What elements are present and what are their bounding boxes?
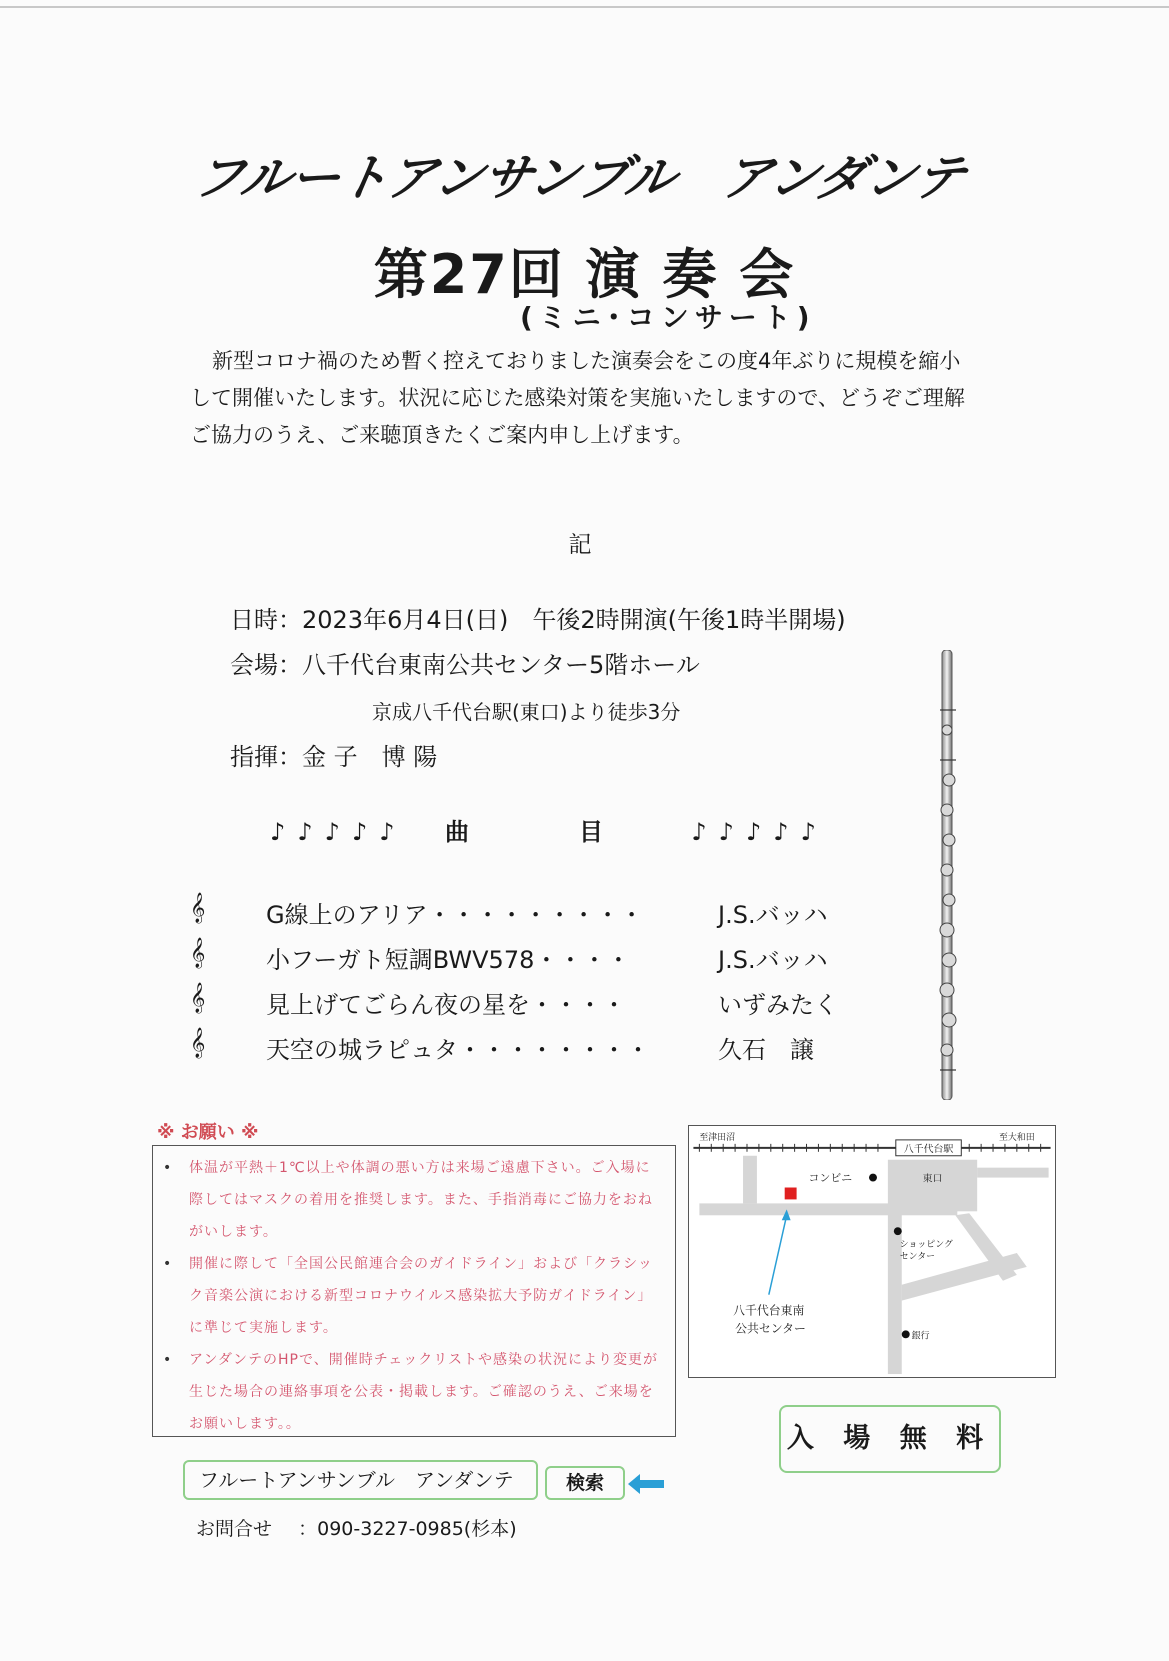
contact-label: お問合せ [196, 1518, 273, 1540]
program-heading-2: 目 [578, 818, 653, 846]
group-name-part-1: フルートアンサンブル [189, 149, 680, 207]
concert-subtitle: (ミニ･コンサート) [520, 301, 816, 334]
map-bank: 銀行 [911, 1331, 930, 1342]
contact-value: ：090-3227-0985(杉本) [298, 1518, 517, 1540]
concert-title: 第27回 演 奏 会 [373, 243, 796, 306]
program-piece [190, 938, 850, 974]
arrow-left-icon [628, 1472, 666, 1496]
treble-clef-icon: 𝄞 [190, 893, 206, 923]
request-item: • 開催に際して「全国公民館連合会のガイドライン」および「クラシック音楽公演における新型コロナウイルス感染拡大予防ガイドライン」に準じて実施します。 [189, 1248, 665, 1344]
map-venue-2: 公共センター [735, 1321, 806, 1336]
program-piece [190, 983, 850, 1019]
group-name [189, 138, 969, 210]
piece-title: 見上げてごらん夜の星を・・・・ [266, 991, 626, 1019]
map-station: 八千代台駅 [903, 1143, 954, 1155]
venue: 会場：八千代台東南公共センター5階ホール [230, 651, 700, 679]
program-header [270, 812, 828, 847]
access-map [688, 1125, 1056, 1378]
page-top-edge [0, 6, 1169, 8]
search-input[interactable]: フルートアンサンブル アンダンテ [183, 1460, 538, 1500]
program-piece [190, 893, 850, 929]
map-venue-1: 八千代台東南 [733, 1303, 805, 1318]
admission-free-badge: 入 場 無 料 [779, 1405, 1001, 1473]
request-item: • アンダンテのHPで、開催時チェックリストや感染の状況により変更が生じた場合の連絡事項を公表・掲載します。ご確認のうえ、ご来場をお願いします。。 [189, 1344, 665, 1440]
map-to-right: 至大和田 [998, 1132, 1035, 1143]
map-shopping-1: ショッピング [899, 1240, 953, 1251]
music-notes-left: ♪♪♪♪♪ [270, 818, 407, 846]
treble-clef-icon: 𝄞 [190, 983, 206, 1013]
request-item: • 体温が平熱＋1℃以上や体調の悪い方は来場ご遠慮下さい。ご入場に際してはマスクの着用を推奨します。また、手指消毒にご協力をおねがいします。 [189, 1152, 665, 1248]
treble-clef-icon: 𝄞 [190, 1028, 206, 1058]
request-box [152, 1145, 676, 1437]
program-heading-1: 曲 [444, 818, 519, 846]
map-east-exit: 東口 [922, 1173, 943, 1185]
datetime: 日時：2023年6月4日(日) 午後2時開演(午後1時半開場) [230, 606, 846, 634]
piece-composer: いずみたく [718, 991, 838, 1019]
conductor: 指揮：金 子 博 陽 [230, 743, 438, 771]
map-to-left: 至津田沼 [699, 1132, 736, 1143]
intro-paragraph: 新型コロナ禍のため暫く控えておりました演奏会をこの度4年ぶりに規模を縮小して開催いたします。状況に応じた感染対策を実施いたしますので、どうぞご理解ご協力のうえ、ご来聴頂きたくご案内申し上げます。 [190, 349, 965, 447]
flute-image [930, 650, 966, 1100]
request-label: ※ お願い ※ [157, 1122, 259, 1143]
access: 京成八千代台駅(東口)より徒歩3分 [372, 700, 681, 724]
program-piece [190, 1028, 850, 1064]
map-convenience: コンビニ [808, 1171, 853, 1185]
piece-title: G線上のアリア・・・・・・・・・ [266, 901, 644, 929]
piece-composer: J.S.バッハ [718, 901, 828, 929]
piece-composer: 久石 譲 [718, 1036, 814, 1064]
music-notes-right: ♪♪♪♪♪ [691, 818, 828, 846]
piece-composer: J.S.バッハ [718, 946, 828, 974]
map-shopping-2: センター [899, 1251, 936, 1262]
ki-heading: 記 [568, 532, 592, 558]
treble-clef-icon: 𝄞 [190, 938, 206, 968]
search-button[interactable]: 検索 [545, 1466, 625, 1500]
group-name-part-2: アンダンテ [717, 149, 969, 207]
piece-title: 小フーガト短調BWV578・・・・ [266, 946, 631, 974]
request-list [153, 1146, 675, 1440]
piece-title: 天空の城ラピュタ・・・・・・・・ [266, 1036, 650, 1064]
contact [196, 1514, 517, 1541]
